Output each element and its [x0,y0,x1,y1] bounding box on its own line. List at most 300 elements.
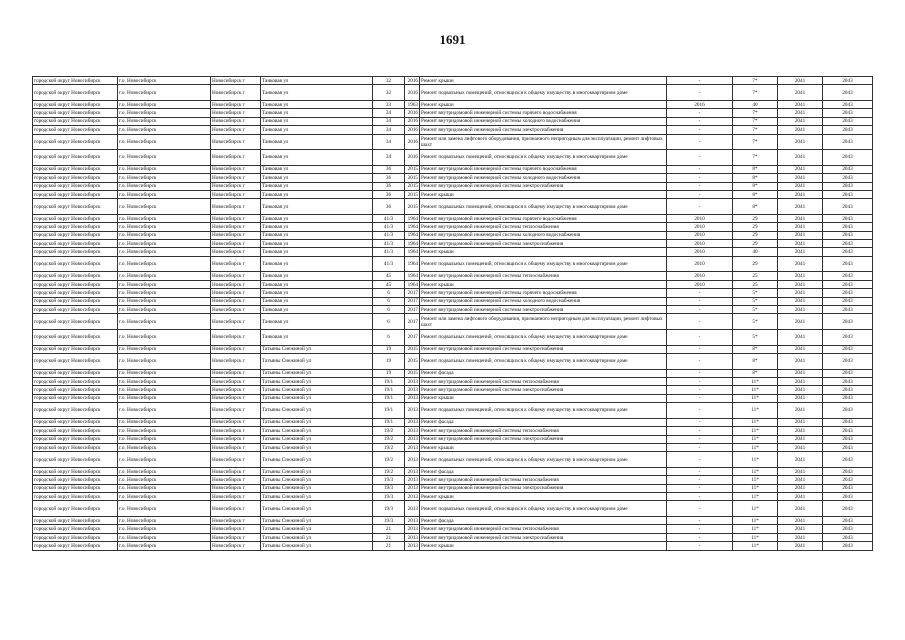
plan-start-cell: 2041 [778,418,823,426]
municipality-cell: городской округ Новосибирск [33,353,118,369]
street-cell: Татьяны Снежиной ул [261,467,373,475]
district-cell: г.о. Новосибирск [118,182,211,190]
plan-end-cell: 2043 [823,443,873,451]
work-type-cell: Ремонт внутридомовой инженерной системы холодного водоснабжения [420,117,667,125]
table-body [33,77,873,551]
district-cell: г.о. Новосибирск [118,501,211,517]
work-type-cell: Ремонт подвальных помещений, относящихся к общему имуществу в многоквартирном доме [420,353,667,369]
work-type-cell: Ремонт внутридомовой инженерной системы электроснабжения [420,240,667,248]
plan-start-cell: 2041 [778,223,823,231]
plan-start-cell: 2041 [778,256,823,272]
last-repair-cell: - [667,289,733,297]
house-cell: 19/2 [373,435,405,443]
street-cell: Танковая ул [261,165,373,173]
plan-start-cell: 2041 [778,345,823,353]
house-cell: 6 [373,289,405,297]
table-row [33,117,873,125]
municipality-cell: городской округ Новосибирск [33,329,118,345]
plan-end-cell: 2043 [823,353,873,369]
service-life-cell: 40 [733,100,778,108]
plan-start-cell: 2041 [778,117,823,125]
city-cell: Новосибирск г [211,109,261,117]
table-row [33,85,873,101]
last-repair-cell: - [667,501,733,517]
work-type-cell: Ремонт подвальных помещений, относящихся к общему имуществу в многоквартирном доме [420,329,667,345]
municipality-cell: городской округ Новосибирск [33,314,118,330]
municipality-cell: городской округ Новосибирск [33,126,118,134]
table-row [33,199,873,215]
plan-start-cell: 2041 [778,476,823,484]
street-cell: Танковая ул [261,314,373,330]
plan-end-cell: 2043 [823,240,873,248]
house-cell: 19/2 [373,452,405,468]
house-cell: 41/3 [373,223,405,231]
service-life-cell: 11* [733,476,778,484]
last-repair-cell: - [667,174,733,182]
street-cell: Танковая ул [261,231,373,239]
house-cell: 41/3 [373,231,405,239]
service-life-cell: 29 [733,223,778,231]
city-cell: Новосибирск г [211,525,261,533]
plan-start-cell: 2041 [778,150,823,166]
work-type-cell: Ремонт подвальных помещений, относящихся к общему имуществу в многоквартирном доме [420,199,667,215]
work-type-cell: Ремонт подвальных помещений, относящихся к общему имуществу в многоквартирном доме [420,85,667,101]
house-cell: 19/1 [373,386,405,394]
work-type-cell: Ремонт внутридомовой инженерной системы электроснабжения [420,182,667,190]
plan-end-cell: 2043 [823,484,873,492]
plan-start-cell: 2041 [778,377,823,385]
work-type-cell: Ремонт крыши [420,248,667,256]
year-built-cell: 2015 [405,199,420,215]
year-built-cell: 2013 [405,476,420,484]
district-cell: г.о. Новосибирск [118,272,211,280]
work-type-cell: Ремонт крыши [420,100,667,108]
last-repair-cell: - [667,199,733,215]
last-repair-cell: - [667,435,733,443]
district-cell: г.о. Новосибирск [118,493,211,501]
last-repair-cell: 2010 [667,272,733,280]
city-cell: Новосибирск г [211,542,261,550]
year-built-cell: 2015 [405,190,420,198]
work-type-cell: Ремонт внутридомовой инженерной системы теплоснабжения [420,476,667,484]
plan-end-cell: 2043 [823,85,873,101]
table-row [33,369,873,377]
house-cell: 41/3 [373,214,405,222]
house-cell: 19/1 [373,377,405,385]
table-row [33,77,873,85]
plan-start-cell: 2041 [778,533,823,541]
last-repair-cell: - [667,493,733,501]
table-row [33,542,873,550]
house-cell: 19 [373,369,405,377]
city-cell: Новосибирск г [211,345,261,353]
plan-start-cell: 2041 [778,297,823,305]
municipality-cell: городской округ Новосибирск [33,306,118,314]
work-type-cell: Ремонт фасада [420,418,667,426]
house-cell: 19 [373,353,405,369]
service-life-cell: 11* [733,533,778,541]
municipality-cell: городской округ Новосибирск [33,248,118,256]
district-cell: г.о. Новосибирск [118,256,211,272]
plan-start-cell: 2041 [778,484,823,492]
plan-end-cell: 2043 [823,435,873,443]
house-cell: 41/3 [373,240,405,248]
street-cell: Танковая ул [261,214,373,222]
plan-start-cell: 2041 [778,109,823,117]
work-type-cell: Ремонт внутридомовой инженерной системы электроснабжения [420,435,667,443]
last-repair-cell: - [667,345,733,353]
house-cell: 34 [373,134,405,150]
year-built-cell: 2013 [405,484,420,492]
last-repair-cell: - [667,517,733,525]
table-row [33,377,873,385]
street-cell: Татьяны Снежиной ул [261,443,373,451]
year-built-cell: 2015 [405,174,420,182]
plan-end-cell: 2043 [823,150,873,166]
last-repair-cell: - [667,427,733,435]
street-cell: Танковая ул [261,182,373,190]
city-cell: Новосибирск г [211,353,261,369]
last-repair-cell: 2010 [667,231,733,239]
plan-end-cell: 2043 [823,427,873,435]
year-built-cell: 2013 [405,542,420,550]
street-cell: Танковая ул [261,272,373,280]
plan-start-cell: 2041 [778,231,823,239]
street-cell: Татьяны Снежиной ул [261,427,373,435]
plan-end-cell: 2043 [823,289,873,297]
district-cell: г.о. Новосибирск [118,150,211,166]
municipality-cell: городской округ Новосибирск [33,493,118,501]
plan-start-cell: 2041 [778,427,823,435]
year-built-cell: 2015 [405,165,420,173]
street-cell: Танковая ул [261,126,373,134]
house-cell: 45 [373,272,405,280]
plan-end-cell: 2043 [823,231,873,239]
plan-start-cell: 2041 [778,369,823,377]
district-cell: г.о. Новосибирск [118,134,211,150]
table-row [33,280,873,288]
municipality-cell: городской округ Новосибирск [33,77,118,85]
municipality-cell: городской округ Новосибирск [33,345,118,353]
plan-start-cell: 2041 [778,182,823,190]
year-built-cell: 1964 [405,214,420,222]
work-type-cell: Ремонт внутридомовой инженерной системы теплоснабжения [420,427,667,435]
street-cell: Танковая ул [261,256,373,272]
plan-start-cell: 2041 [778,353,823,369]
house-cell: 33 [373,100,405,108]
house-cell: 19/3 [373,484,405,492]
last-repair-cell: - [667,443,733,451]
plan-start-cell: 2041 [778,314,823,330]
street-cell: Татьяны Снежиной ул [261,501,373,517]
service-life-cell: 11* [733,403,778,419]
city-cell: Новосибирск г [211,199,261,215]
work-type-cell: Ремонт фасада [420,467,667,475]
work-type-cell: Ремонт внутридомовой инженерной системы горячего водоснабжения [420,165,667,173]
work-type-cell: Ремонт внутридомовой инженерной системы электроснабжения [420,345,667,353]
plan-end-cell: 2043 [823,314,873,330]
municipality-cell: городской округ Новосибирск [33,517,118,525]
city-cell: Новосибирск г [211,150,261,166]
table-row [33,435,873,443]
last-repair-cell: - [667,377,733,385]
municipality-cell: городской округ Новосибирск [33,190,118,198]
work-type-cell: Ремонт подвальных помещений, относящихся к общему имуществу в многоквартирном доме [420,256,667,272]
year-built-cell: 2017 [405,314,420,330]
district-cell: г.о. Новосибирск [118,353,211,369]
year-built-cell: 1964 [405,272,420,280]
street-cell: Танковая ул [261,223,373,231]
plan-end-cell: 2043 [823,329,873,345]
work-type-cell: Ремонт подвальных помещений, относящихся к общему имуществу в многоквартирном доме [420,403,667,419]
table-row [33,214,873,222]
plan-start-cell: 2041 [778,165,823,173]
service-life-cell: 11* [733,484,778,492]
district-cell: г.о. Новосибирск [118,297,211,305]
plan-start-cell: 2041 [778,394,823,402]
municipality-cell: городской округ Новосибирск [33,280,118,288]
year-built-cell: 2013 [405,418,420,426]
plan-end-cell: 2043 [823,386,873,394]
last-repair-cell: - [667,476,733,484]
district-cell: г.о. Новосибирск [118,345,211,353]
last-repair-cell: 2016 [667,100,733,108]
district-cell: г.о. Новосибирск [118,386,211,394]
plan-start-cell: 2041 [778,85,823,101]
city-cell: Новосибирск г [211,190,261,198]
plan-end-cell: 2043 [823,418,873,426]
plan-start-cell: 2041 [778,443,823,451]
table-row [33,182,873,190]
service-life-cell: 8* [733,353,778,369]
work-type-cell: Ремонт крыши [420,280,667,288]
work-type-cell: Ремонт крыши [420,493,667,501]
table-row [33,467,873,475]
service-life-cell: 11* [733,452,778,468]
city-cell: Новосибирск г [211,403,261,419]
work-type-cell: Ремонт фасада [420,369,667,377]
year-built-cell: 2016 [405,126,420,134]
city-cell: Новосибирск г [211,182,261,190]
year-built-cell: 1963 [405,100,420,108]
street-cell: Танковая ул [261,150,373,166]
municipality-cell: городской округ Новосибирск [33,467,118,475]
table-row [33,240,873,248]
street-cell: Танковая ул [261,174,373,182]
year-built-cell: 2013 [405,403,420,419]
year-built-cell: 2013 [405,394,420,402]
city-cell: Новосибирск г [211,427,261,435]
last-repair-cell: 2010 [667,248,733,256]
street-cell: Танковая ул [261,100,373,108]
year-built-cell: 2016 [405,117,420,125]
work-type-cell: Ремонт подвальных помещений, относящихся к общему имуществу в многоквартирном доме [420,501,667,517]
table-row [33,452,873,468]
table-row [33,100,873,108]
table-row [33,165,873,173]
plan-end-cell: 2043 [823,501,873,517]
plan-end-cell: 2043 [823,403,873,419]
service-life-cell: 5* [733,329,778,345]
district-cell: г.о. Новосибирск [118,476,211,484]
plan-end-cell: 2043 [823,297,873,305]
district-cell: г.о. Новосибирск [118,533,211,541]
city-cell: Новосибирск г [211,297,261,305]
street-cell: Татьяны Снежиной ул [261,484,373,492]
service-life-cell: 11* [733,493,778,501]
year-built-cell: 2013 [405,525,420,533]
municipality-cell: городской округ Новосибирск [33,542,118,550]
table-row [33,345,873,353]
district-cell: г.о. Новосибирск [118,484,211,492]
last-repair-cell: - [667,386,733,394]
table-row [33,126,873,134]
district-cell: г.о. Новосибирск [118,435,211,443]
plan-end-cell: 2043 [823,190,873,198]
last-repair-cell: - [667,452,733,468]
house-cell: 19/1 [373,403,405,419]
street-cell: Танковая ул [261,289,373,297]
last-repair-cell: - [667,525,733,533]
service-life-cell: 7* [733,77,778,85]
house-cell: 19/3 [373,476,405,484]
plan-end-cell: 2043 [823,306,873,314]
municipality-cell: городской округ Новосибирск [33,214,118,222]
service-life-cell: 29 [733,256,778,272]
year-built-cell: 1964 [405,231,420,239]
plan-start-cell: 2041 [778,467,823,475]
last-repair-cell: 2010 [667,223,733,231]
plan-start-cell: 2041 [778,248,823,256]
service-life-cell: 11* [733,542,778,550]
plan-end-cell: 2043 [823,369,873,377]
table-row [33,533,873,541]
street-cell: Танковая ул [261,117,373,125]
street-cell: Танковая ул [261,85,373,101]
work-type-cell: Ремонт внутридомовой инженерной системы холодного водоснабжения [420,174,667,182]
plan-end-cell: 2043 [823,542,873,550]
plan-end-cell: 2043 [823,517,873,525]
work-type-cell: Ремонт внутридомовой инженерной системы электроснабжения [420,126,667,134]
city-cell: Новосибирск г [211,272,261,280]
city-cell: Новосибирск г [211,134,261,150]
year-built-cell: 2013 [405,467,420,475]
city-cell: Новосибирск г [211,248,261,256]
city-cell: Новосибирск г [211,501,261,517]
work-type-cell: Ремонт внутридомовой инженерной системы теплоснабжения [420,377,667,385]
city-cell: Новосибирск г [211,443,261,451]
district-cell: г.о. Новосибирск [118,517,211,525]
work-type-cell: Ремонт внутридомовой инженерной системы электроснабжения [420,533,667,541]
last-repair-cell: - [667,542,733,550]
service-life-cell: 5* [733,314,778,330]
street-cell: Танковая ул [261,329,373,345]
district-cell: г.о. Новосибирск [118,306,211,314]
plan-start-cell: 2041 [778,403,823,419]
service-life-cell: 11* [733,525,778,533]
municipality-cell: городской округ Новосибирск [33,240,118,248]
year-built-cell: 2013 [405,452,420,468]
municipality-cell: городской округ Новосибирск [33,150,118,166]
house-cell: 6 [373,329,405,345]
plan-end-cell: 2043 [823,126,873,134]
street-cell: Татьяны Снежиной ул [261,386,373,394]
district-cell: г.о. Новосибирск [118,174,211,182]
work-type-cell: Ремонт внутридомовой инженерной системы горячего водоснабжения [420,289,667,297]
house-cell: 36 [373,190,405,198]
city-cell: Новосибирск г [211,240,261,248]
year-built-cell: 2016 [405,77,420,85]
year-built-cell: 1964 [405,256,420,272]
municipality-cell: городской округ Новосибирск [33,369,118,377]
street-cell: Татьяны Снежиной ул [261,525,373,533]
service-life-cell: 7* [733,150,778,166]
table-row [33,289,873,297]
service-life-cell: 25 [733,280,778,288]
district-cell: г.о. Новосибирск [118,199,211,215]
municipality-cell: городской округ Новосибирск [33,297,118,305]
page-number: 1691 [439,32,466,47]
work-type-cell: Ремонт внутридомовой инженерной системы теплоснабжения [420,525,667,533]
house-cell: 19/2 [373,443,405,451]
house-cell: 36 [373,165,405,173]
street-cell: Татьяны Снежиной ул [261,345,373,353]
plan-end-cell: 2043 [823,100,873,108]
district-cell: г.о. Новосибирск [118,403,211,419]
house-cell: 41/3 [373,256,405,272]
table-row [33,223,873,231]
municipality-cell: городской округ Новосибирск [33,501,118,517]
table-row [33,427,873,435]
city-cell: Новосибирск г [211,117,261,125]
table-row [33,109,873,117]
table-row [33,190,873,198]
year-built-cell: 2016 [405,134,420,150]
city-cell: Новосибирск г [211,85,261,101]
table-row [33,403,873,419]
plan-start-cell: 2041 [778,386,823,394]
city-cell: Новосибирск г [211,452,261,468]
service-life-cell: 7* [733,109,778,117]
house-cell: 41/3 [373,248,405,256]
table-row [33,297,873,305]
service-life-cell: 11* [733,435,778,443]
plan-start-cell: 2041 [778,329,823,345]
district-cell: г.о. Новосибирск [118,165,211,173]
last-repair-cell: - [667,117,733,125]
last-repair-cell: - [667,150,733,166]
city-cell: Новосибирск г [211,476,261,484]
plan-start-cell: 2041 [778,525,823,533]
table-row [33,525,873,533]
city-cell: Новосибирск г [211,329,261,345]
plan-end-cell: 2043 [823,117,873,125]
service-life-cell: 11* [733,386,778,394]
municipality-cell: городской округ Новосибирск [33,109,118,117]
municipality-cell: городской округ Новосибирск [33,134,118,150]
district-cell: г.о. Новосибирск [118,394,211,402]
year-built-cell: 1964 [405,280,420,288]
year-built-cell: 2015 [405,182,420,190]
house-cell: 6 [373,297,405,305]
street-cell: Танковая ул [261,109,373,117]
street-cell: Татьяны Снежиной ул [261,394,373,402]
house-cell: 45 [373,280,405,288]
service-life-cell: 11* [733,443,778,451]
house-cell: 19/3 [373,501,405,517]
plan-end-cell: 2043 [823,199,873,215]
table-row [33,484,873,492]
